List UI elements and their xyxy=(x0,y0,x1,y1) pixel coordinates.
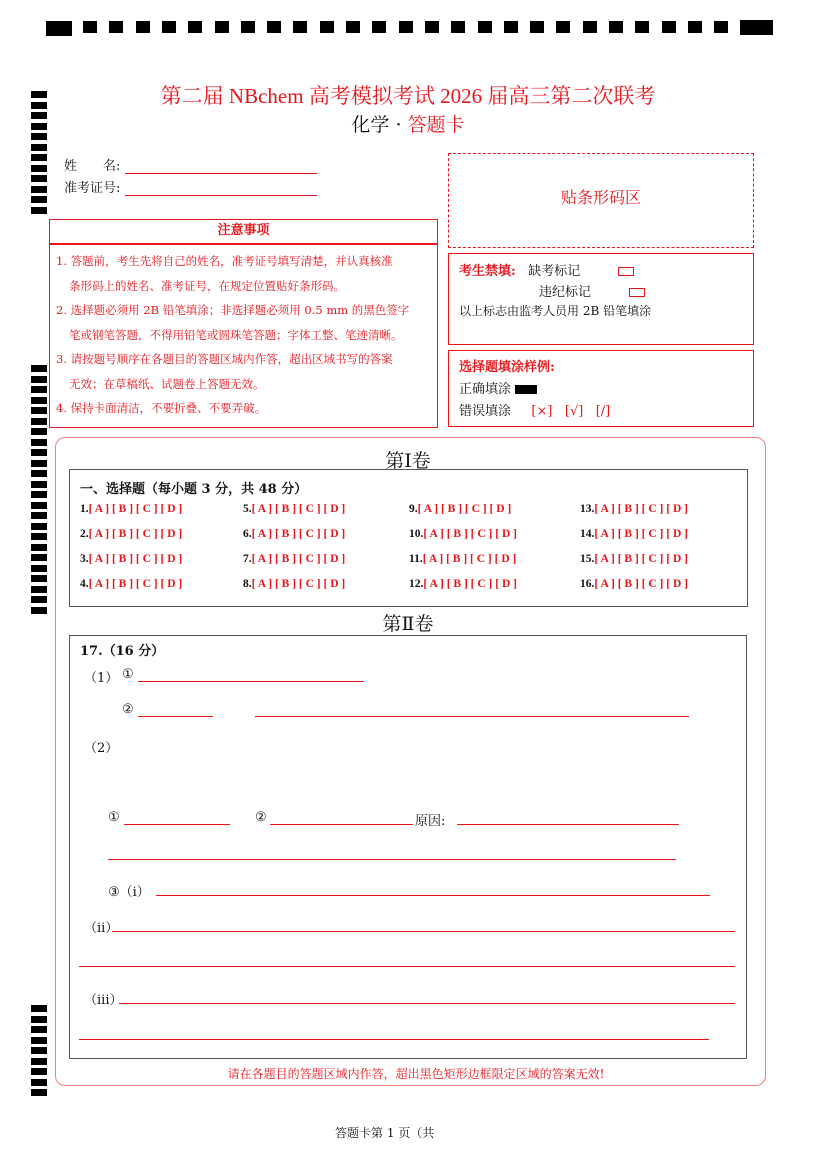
answer-line[interactable] xyxy=(79,953,735,967)
wrong-mark: [×] xyxy=(531,404,553,419)
question-number: 16. xyxy=(580,578,595,590)
timing-mark xyxy=(31,565,47,572)
timing-mark xyxy=(31,575,47,582)
id-field[interactable] xyxy=(64,177,317,196)
answer-options[interactable]: [ A ] [ B ] [ C ] [ D ] xyxy=(417,503,512,515)
choice-question[interactable] xyxy=(580,528,688,540)
timing-mark xyxy=(31,397,47,404)
timing-mark xyxy=(31,533,47,540)
timing-mark xyxy=(31,144,47,151)
timing-mark xyxy=(241,21,255,33)
question-number: 8. xyxy=(243,578,252,590)
choice-question[interactable] xyxy=(243,528,345,540)
timing-mark xyxy=(31,1005,47,1012)
choice-question[interactable] xyxy=(580,553,688,565)
choice-question[interactable] xyxy=(80,578,182,590)
dot: · xyxy=(395,114,402,136)
name-line[interactable] xyxy=(125,160,317,174)
notice-title: 注意事项 xyxy=(49,219,438,244)
card-subtitle xyxy=(0,110,816,137)
absent-checkbox[interactable] xyxy=(618,267,634,276)
timing-mark xyxy=(478,21,492,33)
timing-mark xyxy=(31,418,47,425)
notice-item: 4. 保持卡面清洁，不要折叠、不要弄破。 xyxy=(56,401,267,415)
answer-options[interactable]: [ A ] [ B ] [ C ] [ D ] xyxy=(594,578,688,590)
question-number: 7. xyxy=(243,553,252,565)
choice-question[interactable] xyxy=(80,503,182,515)
absent-label: 缺考标记 xyxy=(528,264,581,279)
choice-question[interactable] xyxy=(243,503,345,515)
timing-mark xyxy=(740,20,773,35)
sample-title: 选择题填涂样例: xyxy=(459,360,555,375)
timing-mark xyxy=(31,544,47,551)
timing-mark xyxy=(31,386,47,393)
timing-mark xyxy=(31,154,47,161)
filled-mark xyxy=(515,385,537,394)
choice-question[interactable] xyxy=(409,578,517,590)
question-number: 14. xyxy=(580,528,595,540)
timing-mark xyxy=(136,21,150,33)
answer-options[interactable]: [ A ] [ B ] [ C ] [ D ] xyxy=(251,503,346,515)
question-number: 5. xyxy=(243,503,252,515)
timing-mark xyxy=(31,165,47,172)
timing-mark xyxy=(31,586,47,593)
question-number: 4. xyxy=(80,578,89,590)
timing-mark xyxy=(635,21,649,33)
timing-mark xyxy=(31,512,47,519)
timing-mark xyxy=(609,21,623,33)
timing-mark xyxy=(188,21,202,33)
q17-part1: （1） xyxy=(84,671,119,686)
timing-mark xyxy=(31,407,47,414)
timing-mark xyxy=(31,376,47,383)
answer-options[interactable]: [ A ] [ B ] [ C ] [ D ] xyxy=(251,578,346,590)
timing-mark xyxy=(583,21,597,33)
notice-item: 3. 请按题号顺序在各题目的答题区域内作答，超出区域书写的答案 xyxy=(56,352,393,366)
q17-2-2: ② xyxy=(255,810,267,825)
question-number: 6. xyxy=(243,528,252,540)
timing-mark xyxy=(31,175,47,182)
timing-mark xyxy=(31,481,47,488)
choice-question[interactable] xyxy=(243,553,345,565)
choice-heading: 一、选择题（每小题 3 分，共 48 分） xyxy=(80,482,308,497)
choice-question[interactable] xyxy=(80,528,182,540)
wrong-label: 错误填涂 xyxy=(459,404,512,419)
timing-mark xyxy=(320,21,334,33)
answer-options[interactable]: [ A ] [ B ] [ C ] [ D ] xyxy=(251,528,346,540)
id-label: 准考证号: xyxy=(64,181,121,196)
timing-mark xyxy=(109,21,123,33)
notice-item: 1. 答题前，考生先将自己的姓名，准考证号填写清楚，并认真核准 xyxy=(56,254,393,268)
forbidden-note: 以上标志由监考人员用 2B 铅笔填涂 xyxy=(459,304,652,318)
answer-line[interactable] xyxy=(108,846,676,860)
wrong-mark: [√] xyxy=(564,404,584,419)
answer-options[interactable]: [ A ] [ B ] [ C ] [ D ] xyxy=(88,503,183,515)
answer-options[interactable]: [ A ] [ B ] [ C ] [ D ] xyxy=(594,503,688,515)
timing-mark xyxy=(372,21,386,33)
name-label: 姓 名: xyxy=(64,159,121,174)
timing-mark xyxy=(31,1016,47,1023)
q17-1-2: ② xyxy=(122,702,134,717)
id-line[interactable] xyxy=(125,182,317,196)
answer-line[interactable] xyxy=(138,703,213,717)
notice-item-cont: 无效；在草稿纸、试题卷上答题无效。 xyxy=(69,376,265,391)
name-field[interactable] xyxy=(64,155,317,174)
answer-options[interactable]: [ A ] [ B ] [ C ] [ D ] xyxy=(422,553,517,565)
question-number: 11. xyxy=(409,553,423,565)
forbidden-label: 考生禁填: xyxy=(459,264,516,279)
timing-mark xyxy=(662,21,676,33)
timing-mark xyxy=(31,554,47,561)
part1-title: 第Ⅰ卷 xyxy=(385,450,431,472)
notice-item-cont: 笔或钢笔答题，不得用铅笔或圆珠笔答题；字体工整、笔迹清晰。 xyxy=(69,327,403,342)
answer-line[interactable] xyxy=(457,811,679,825)
notice-item: 2. 选择题必须用 2B 铅笔填涂；非选择题必须用 0.5 mm 的黑色签字 xyxy=(56,303,410,317)
q17-part2: （2） xyxy=(84,741,119,756)
question-number: 2. xyxy=(80,528,89,540)
timing-mark xyxy=(530,21,544,33)
q17-title: 17.（16 分） xyxy=(80,644,165,659)
timing-mark xyxy=(83,21,97,33)
answer-line[interactable] xyxy=(138,668,364,682)
q17-2-1: ① xyxy=(108,810,120,825)
timing-mark xyxy=(31,502,47,509)
choice-question[interactable] xyxy=(409,553,516,565)
card-label: 答题卡 xyxy=(407,114,465,136)
timing-mark xyxy=(162,21,176,33)
question-number: 15. xyxy=(580,553,595,565)
timing-mark xyxy=(688,21,702,33)
timing-mark xyxy=(31,1037,47,1044)
timing-mark xyxy=(451,21,465,33)
violation-checkbox[interactable] xyxy=(629,288,645,297)
timing-mark xyxy=(31,523,47,530)
answer-options[interactable]: [ A ] [ B ] [ C ] [ D ] xyxy=(88,528,183,540)
notice-item-cont: 条形码上的姓名、准考证号，在规定位置贴好条形码。 xyxy=(69,278,345,293)
correct-label: 正确填涂 xyxy=(459,382,512,397)
question-number: 9. xyxy=(409,503,418,515)
timing-mark xyxy=(714,21,728,33)
choice-question[interactable] xyxy=(580,578,688,590)
part2-title: 第Ⅱ卷 xyxy=(382,613,434,635)
answer-line[interactable] xyxy=(119,990,735,1004)
timing-mark xyxy=(556,21,570,33)
choice-question[interactable] xyxy=(243,578,345,590)
timing-mark xyxy=(425,21,439,33)
choice-question[interactable] xyxy=(580,503,688,515)
answer-options[interactable]: [ A ] [ B ] [ C ] [ D ] xyxy=(88,553,183,565)
answer-options[interactable]: [ A ] [ B ] [ C ] [ D ] xyxy=(423,528,517,540)
barcode-area: 贴条形码区 xyxy=(448,153,754,248)
q17-iii: （iii） xyxy=(84,993,123,1008)
answer-line[interactable] xyxy=(124,811,230,825)
timing-mark xyxy=(31,1089,47,1096)
answer-line[interactable] xyxy=(156,882,710,896)
violation-label: 违纪标记 xyxy=(539,285,592,300)
timing-mark xyxy=(504,21,518,33)
q17-1-1: ① xyxy=(122,667,134,682)
answer-line[interactable] xyxy=(112,918,735,932)
timing-mark xyxy=(346,21,360,33)
answer-options[interactable]: [ A ] [ B ] [ C ] [ D ] xyxy=(594,528,688,540)
question-number: 1. xyxy=(80,503,89,515)
forbidden-box xyxy=(448,253,754,345)
notice-list xyxy=(49,244,438,428)
wrong-mark: [/] xyxy=(595,404,611,419)
q17-2-3i: ③（i） xyxy=(108,885,150,900)
page-number: 答题卡第 1 页（共 xyxy=(335,1126,435,1140)
answer-line[interactable] xyxy=(255,703,689,717)
subject: 化学 xyxy=(351,114,390,136)
question-number: 10. xyxy=(409,528,424,540)
question-number: 12. xyxy=(409,578,424,590)
timing-mark xyxy=(215,21,229,33)
answer-options[interactable]: [ A ] [ B ] [ C ] [ D ] xyxy=(594,553,688,565)
answer-line[interactable] xyxy=(79,1026,709,1040)
choice-question[interactable] xyxy=(80,553,182,565)
timing-mark xyxy=(46,21,72,36)
timing-mark xyxy=(267,21,281,33)
timing-mark xyxy=(293,21,307,33)
choice-question[interactable] xyxy=(409,503,511,515)
timing-mark xyxy=(31,365,47,372)
sample-box xyxy=(448,350,754,427)
q17-ii: （ii） xyxy=(84,921,119,936)
timing-mark xyxy=(31,596,47,603)
timing-mark xyxy=(31,1026,47,1033)
answer-line[interactable] xyxy=(270,811,413,825)
timing-mark xyxy=(31,1058,47,1065)
timing-mark xyxy=(31,439,47,446)
boundary-warning: 请在各题目的答题区域内作答，超出黑色矩形边框限定区域的答案无效! xyxy=(227,1067,605,1081)
timing-mark xyxy=(31,196,47,203)
timing-mark xyxy=(31,491,47,498)
answer-options[interactable]: [ A ] [ B ] [ C ] [ D ] xyxy=(88,578,183,590)
answer-options[interactable]: [ A ] [ B ] [ C ] [ D ] xyxy=(423,578,517,590)
timing-mark xyxy=(399,21,413,33)
question-number: 13. xyxy=(580,503,595,515)
timing-mark xyxy=(31,428,47,435)
exam-title: 第二届 NBchem 高考模拟考试 2026 届高三第二次联考 xyxy=(160,84,656,108)
answer-options[interactable]: [ A ] [ B ] [ C ] [ D ] xyxy=(251,553,346,565)
timing-mark xyxy=(31,186,47,193)
timing-mark xyxy=(31,207,47,214)
question-number: 3. xyxy=(80,553,89,565)
reason-label: 原因: xyxy=(415,814,446,829)
choice-question[interactable] xyxy=(409,528,517,540)
timing-mark xyxy=(31,1047,47,1054)
